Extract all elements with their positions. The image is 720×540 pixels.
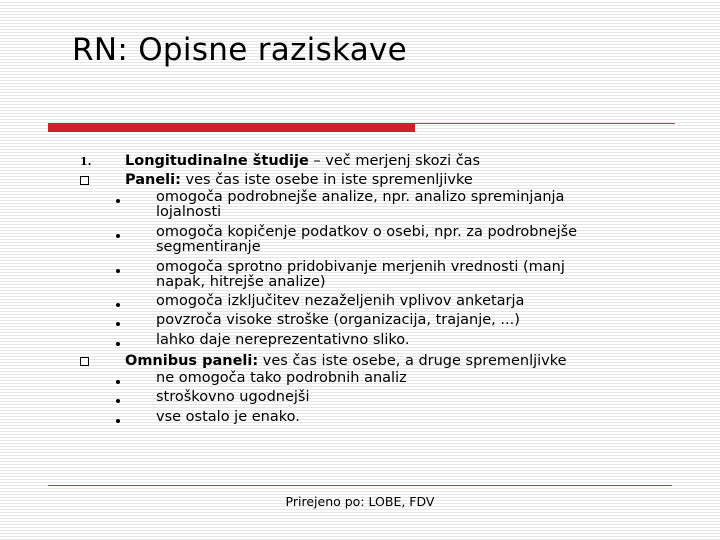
sub-item-text: napak, hitrejše analize) [156, 274, 326, 290]
sub-item-text: omogoča izključitev nezaželjenih vplivov anketarja [156, 293, 525, 309]
sub-item-text: vse ostalo je enako. [156, 409, 300, 425]
dot-bullet-icon [116, 419, 120, 423]
dot-bullet-icon [116, 303, 120, 307]
footer-credit: Prirejeno po: LOBE, FDV [285, 494, 435, 509]
square-bullet-icon [80, 176, 89, 185]
slide-title: RN: Opisne raziskave [72, 32, 408, 68]
dot-bullet-icon [116, 199, 120, 203]
sub-item-text: ne omogoča tako podrobnih analiz [156, 370, 407, 386]
list-item-text: – več merjenj skozi čas [308, 153, 481, 169]
dot-bullet-icon [116, 342, 120, 346]
dot-bullet-icon [116, 269, 120, 273]
dot-bullet-icon [116, 322, 120, 326]
dot-bullet-icon [116, 380, 120, 384]
list-number: 1. [80, 155, 92, 168]
square-bullet-icon [80, 357, 89, 366]
list-item-heading: Paneli: [125, 172, 181, 188]
sub-item-text: povzroča visoke stroške (organizacija, trajanje, ...) [156, 312, 520, 328]
dot-bullet-icon [116, 399, 120, 403]
list-item-heading: Omnibus paneli: [125, 353, 259, 369]
sub-item-text: lahko daje nereprezentativno sliko. [156, 332, 410, 348]
list-item-text: ves čas iste osebe, a druge spremenljivke [258, 353, 567, 369]
footer-divider-line [48, 485, 672, 486]
sub-item-text: segmentiranje [156, 239, 261, 255]
sub-item-text: omogoča sprotno pridobivanje merjenih vrednosti (manj [156, 259, 565, 275]
sub-item-text: omogoča podrobnejše analize, npr. analizo spreminjanja [156, 189, 565, 205]
list-item-heading: Longitudinalne študije [125, 153, 309, 169]
title-accent-bar [48, 123, 415, 132]
sub-item-text: stroškovno ugodnejši [156, 389, 310, 405]
dot-bullet-icon [116, 234, 120, 238]
list-item-text: ves čas iste osebe in iste spremenljivke [180, 172, 473, 188]
sub-item-text: omogoča kopičenje podatkov o osebi, npr. za podrobnejše [156, 224, 578, 240]
sub-item-text: lojalnosti [156, 204, 222, 220]
